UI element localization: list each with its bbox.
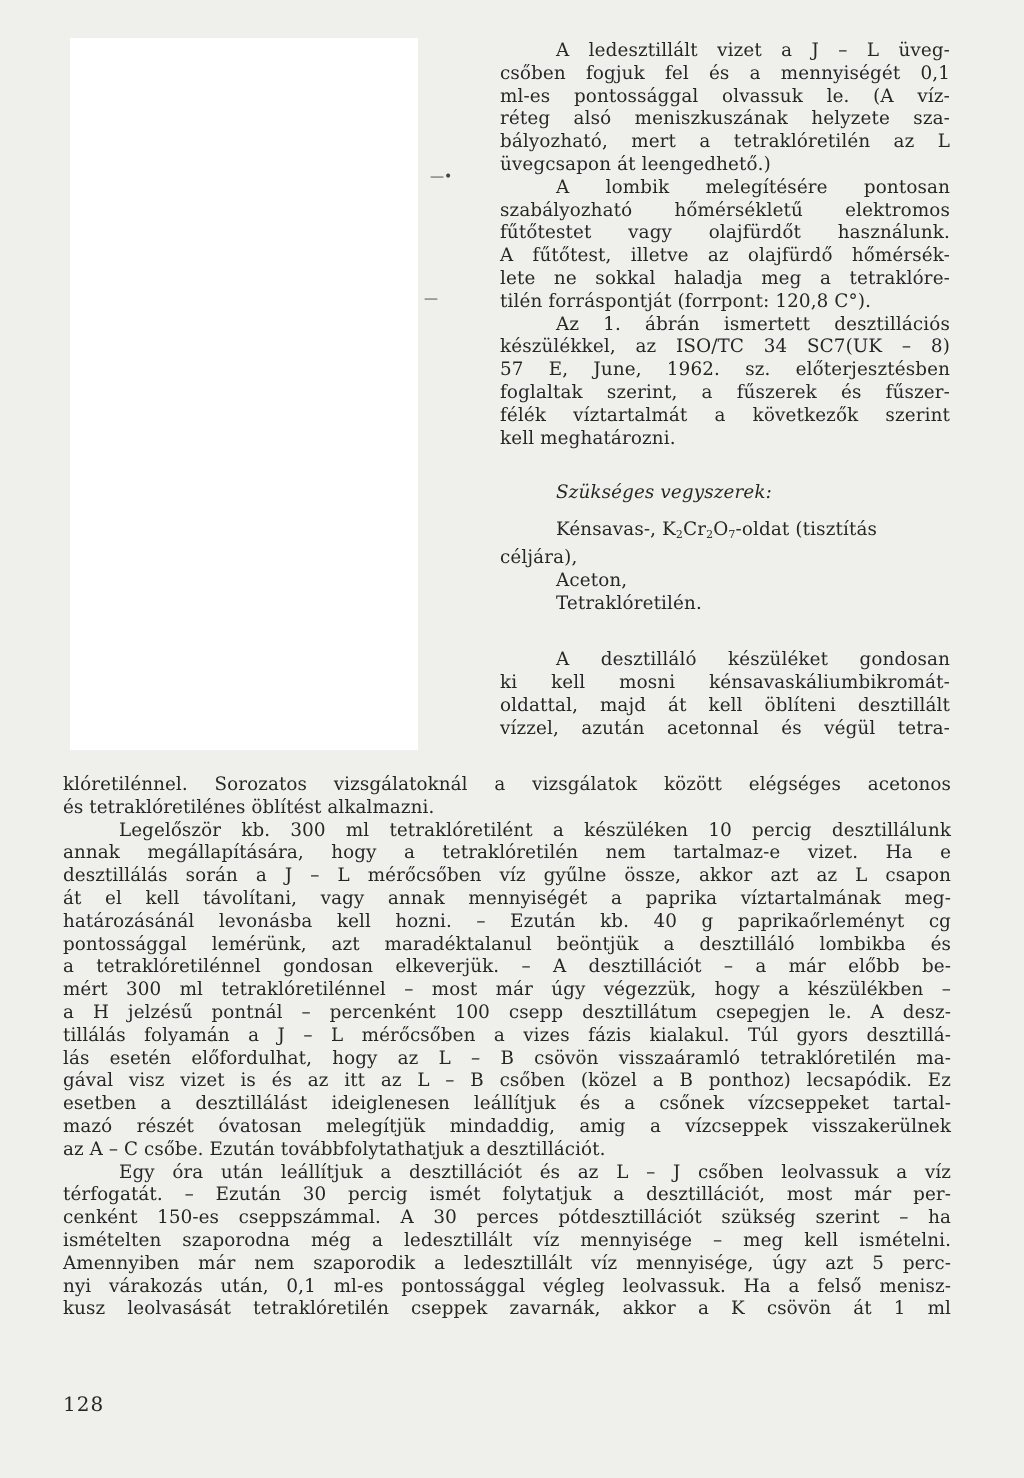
text-line: és tetraklóretilénes öblítést alkalmazni. — [63, 796, 435, 818]
text-line: Egy óra után leállítjuk a desztillációt és az L – J csőben leolvassuk a víz — [119, 1161, 951, 1183]
text-line: ismételten szaporodna még a ledesztillált víz mennyisége – meg kell ismételni. — [63, 1229, 951, 1251]
text-line: térfogatát. – Ezután 30 percig ismét folytatjuk a desztillációt, most már per- — [63, 1184, 951, 1206]
text-line: Amennyiben már nem szaporodik a ledesztillált víz mennyisége, úgy azt 5 perc- — [63, 1252, 951, 1274]
arrow-mark: —• — [430, 169, 453, 185]
text-line: át el kell távolítani, vagy annak mennyiségét a paprika víztartalmának meg- — [63, 887, 951, 909]
text-line: A fűtőtest, illetve az olajfürdő hőmérsék- — [500, 245, 950, 267]
text-line: tilén forráspontját (forrpont: 120,8 C°). — [500, 290, 872, 312]
text-line: készülékkel, az ISO/TC 34 SC7(UK – 8) — [500, 336, 950, 358]
text-line: tillálás folyamán a J – L mérőcsőben a vizes fázis kialakul. Túl gyors desztillá- — [63, 1024, 951, 1046]
text-line: kell meghatározni. — [500, 427, 676, 449]
page-number: 128 — [63, 1392, 105, 1416]
reagents-heading: Szükséges vegyszerek: — [556, 482, 772, 504]
text-line: pontossággal lemérünk, azt maradéktalanul beöntjük a desztilláló lombikba és — [63, 933, 951, 955]
reagent-item: Aceton, — [556, 569, 628, 591]
text-line: ml-es pontossággal olvassuk le. (A víz- — [500, 85, 950, 107]
text-line: Az 1. ábrán ismertett desztillációs — [556, 313, 950, 335]
text-line: üvegcsapon át leengedhető.) — [500, 153, 771, 175]
text-line: mazó részét óvatosan melegítjük mindaddig, amig a vízcseppek visszakerülnek — [63, 1115, 951, 1137]
text-line: klóretilénnel. Sorozatos vizsgálatoknál a vizsgálatok között elégséges acetonos — [63, 774, 951, 795]
text-line: Legelőször kb. 300 ml tetraklóretilént a készüléken 10 percig desztillálunk — [119, 819, 951, 841]
text-line: nyi várakozás után, 0,1 ml-es pontossággal végleg leolvassuk. Ha a felső menisz- — [63, 1275, 951, 1297]
text-line: félék víztartalmát a következők szerint — [500, 404, 950, 426]
text-line: A ledesztillált vizet a J – L üveg- — [556, 40, 950, 61]
reagent-item: Kénsavas-, $K_2Cr_2O_7$-oldat (tisztítás — [556, 519, 878, 542]
text-line: ki kell mosni kénsavaskáliumbikromát- — [500, 672, 950, 694]
text-line: lás esetén előfordulhat, hogy az L – B csövön visszaáramló tetraklóretilén ma- — [63, 1047, 951, 1069]
spacer — [500, 615, 950, 649]
text-line: vízzel, azután acetonnal és végül tetra- — [500, 717, 950, 739]
text-line: az A – C csőbe. Ezután továbbfolytathatjuk a desztillációt. — [63, 1138, 606, 1160]
text-line: kusz leolvasását tetraklóretilén cseppek zavarnák, akkor a K csövön át 1 ml — [63, 1298, 951, 1320]
text-line: bályozható, mert a tetraklóretilén az L — [500, 131, 950, 153]
main-text — [63, 774, 951, 1321]
text-line: annak megállapítására, hogy a tetraklóretilén nem tartalmaz-e vizet. Ha e — [63, 842, 951, 864]
text-line: a H jelzésű pontnál – percenként 100 csepp desztillátum csepegjen le. A desz- — [63, 1001, 951, 1023]
text-line: esetben a desztillálást ideiglenesen leállítjuk és a csőnek vízcseppeket tartal- — [63, 1093, 951, 1115]
text-line: gával visz vizet is és az itt az L – B csőben (közel a B ponthoz) lecsapódik. Ez — [63, 1070, 951, 1092]
text-line: A lombik melegítésére pontosan — [556, 176, 950, 198]
right-column-text — [500, 40, 950, 741]
text-line: csőben fogjuk fel és a mennyiségét 0,1 — [500, 62, 950, 84]
reagent-item-continuation: céljára), — [500, 546, 578, 568]
figure-placeholder — [70, 38, 418, 750]
text-line: foglaltak szerint, a fűszerek és fűszer- — [500, 381, 950, 403]
text-line: A desztilláló készüléket gondosan — [556, 649, 950, 671]
text-line: lete ne sokkal haladja meg a tetraklóre- — [500, 267, 950, 289]
text-line: szabályozható hőmérsékletű elektromos — [500, 199, 950, 221]
text-line: mért 300 ml tetraklóretilénnel – most már úgy végezzük, hogy a készülékben – — [63, 979, 951, 1001]
text-line: oldattal, majd át kell öblíteni desztillált — [500, 694, 950, 716]
text-line: cenként 150-es cseppszámmal. A 30 perces pótdesztillációt szükség szerint – ha — [63, 1207, 951, 1229]
dash-mark: — — [424, 291, 438, 307]
text-line: desztillálás során a J – L mérőcsőben víz gyűlne össze, akkor azt az L csapon — [63, 865, 951, 887]
text-line: réteg alsó meniszkuszának helyzete sza- — [500, 108, 950, 130]
reagent-item: Tetraklóretilén. — [556, 592, 702, 614]
text-line: a tetraklóretilénnel gondosan elkeverjük. – A desztillációt – a már előbb be- — [63, 956, 951, 978]
text-line: 57 E, June, 1962. sz. előterjesztésben — [500, 359, 950, 381]
text-line: fűtőtestet vagy olajfürdőt használunk. — [500, 222, 950, 244]
text-line: határozásánál levonásba kell hozni. – Ezután kb. 40 g paprikaőrleményt cg — [63, 910, 951, 932]
